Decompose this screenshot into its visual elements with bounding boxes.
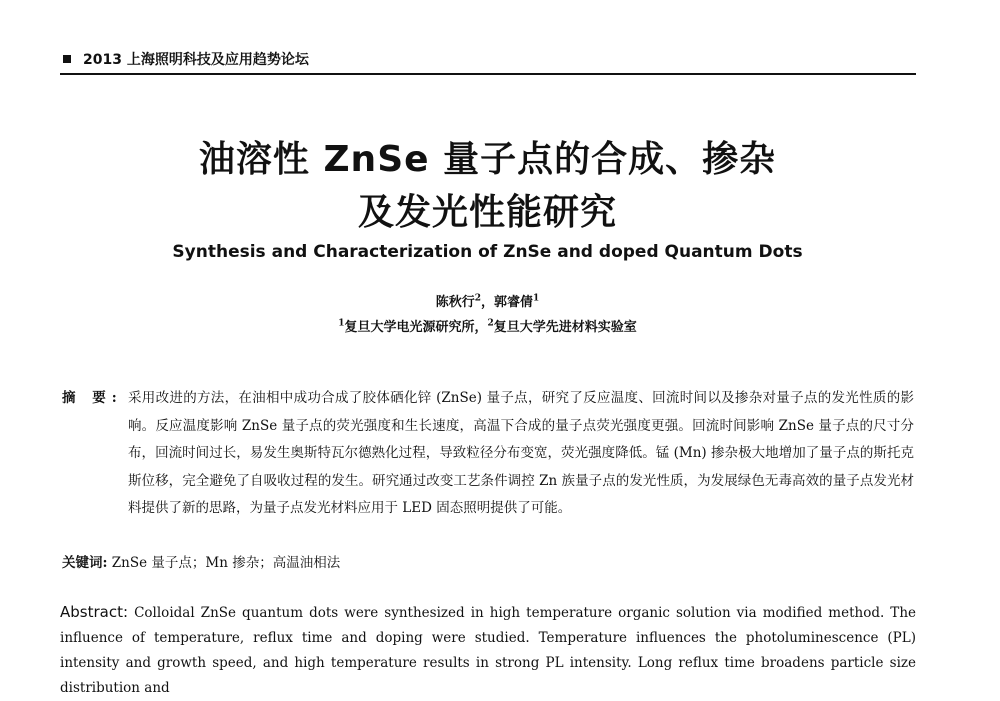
- abstract-english: [60, 600, 916, 701]
- author-1-affil-mark: 2: [474, 293, 481, 304]
- abstract-english-label: Abstract:: [60, 603, 129, 621]
- title-line-2: 及发光性能研究: [357, 192, 617, 233]
- title-line-1: 油溶性 ZnSe 量子点的合成、掺杂: [198, 139, 777, 180]
- keywords: [62, 551, 340, 571]
- author-1: 陈秋行: [435, 295, 475, 310]
- affil-1-mark: 1: [338, 318, 345, 329]
- square-bullet-icon: [63, 55, 71, 63]
- author-separator: ，: [480, 295, 494, 310]
- authors: [0, 291, 975, 310]
- affiliations: [0, 316, 975, 335]
- abstract-chinese-text: 采用改进的方法，在油相中成功合成了胶体硒化锌 (ZnSe) 量子点，研究了反应温度、回流时间以及掺杂对量子点的发光性质的影响。反应温度影响 ZnSe 量子点的荧光强度和生长速度，高温下合成的量子点荧光强度更强。回流时间影响 ZnSe 量子点的尺寸分布，回流时间过长，易发生奥斯特瓦尔德熟化过程，导致粒径分布变宽，荧光强度降低。锰 (Mn) 掺杂极大地增加了量子点的斯托克斯位移，完全避免了自吸收过程的发生。研究通过改变工艺条件调控 Zn 族量子点的发光性质，为发展绿色无毒高效的量子点发光材料提供了新的思路，为量子点发光材料应用于 LED 固态照明提供了可能。: [128, 390, 914, 516]
- english-title: Synthesis and Characterization of ZnSe and doped Quantum Dots: [172, 242, 803, 262]
- running-header: [63, 49, 309, 69]
- affiliation-2: 复旦大学先进材料实验室: [493, 320, 637, 335]
- author-2-affil-mark: 1: [533, 293, 540, 304]
- keywords-label: 关键词:: [62, 555, 108, 571]
- abstract-english-text: Colloidal ZnSe quantum dots were synthesized in high temperature organic solution via modified method. The influence of temperature, reflux time and doping were studied. Temperature influences the photoluminescence (PL) intensity and growth speed, and high temperature results in strong PL intensity. Long reflux time broadens particle size distribution and: [60, 605, 916, 696]
- abstract-chinese: [62, 385, 914, 523]
- affiliation-1: 复旦大学电光源研究所，: [344, 320, 488, 335]
- keywords-text: ZnSe 量子点；Mn 掺杂；高温油相法: [111, 555, 341, 571]
- affil-2-mark: 2: [487, 318, 494, 329]
- header-rule: [60, 73, 916, 75]
- author-2: 郭睿倩: [494, 295, 534, 310]
- abstract-chinese-label: 摘 要:: [62, 390, 123, 406]
- header-text: 2013 上海照明科技及应用趋势论坛: [83, 52, 309, 68]
